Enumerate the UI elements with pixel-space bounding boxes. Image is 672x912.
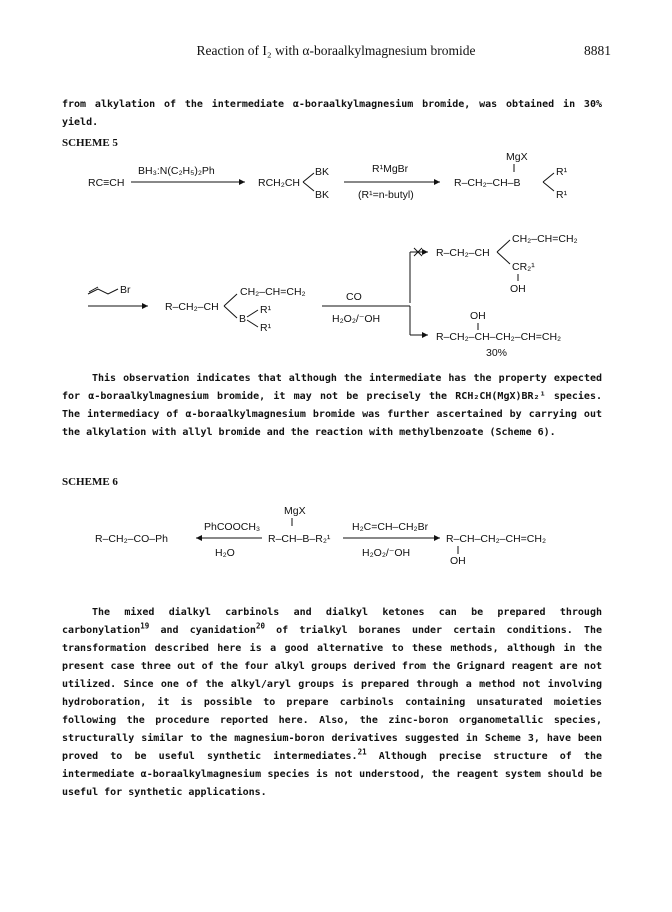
water-reagent: H₂O [215, 547, 235, 559]
yield-value: 30% [486, 347, 508, 359]
grignard-reagent: R¹MgBr [372, 163, 409, 175]
scheme-6-label: SCHEME 6 [62, 476, 118, 488]
discussion-part-3: of trialkyl boranes under certain conditions. The transformation described here is a good alternative to these methods, although in the present case three out of the four alkyl groups derived from the Grignard reagent are not utilized. Since one of the alkyl/aryl groups is prepared through a method not involving hydroboration, it is possible to prepare carbinols containing unsaturated moieties following the procedure reported here. Also, the zinc-boron organometallic species, structurally similar to the magnesium-boron derivatives suggested in Scheme 3, have been proved to be useful synthetic intermediates. [62, 625, 603, 762]
paragraph-observation: This observation indicates that although the intermediate has the property expected for α-boraalkylmagnesium bromide, it may not be precisely the RCH₂CH(MgX)BR₂¹ species. The intermediacy of α-boraalkylmagnesium bromide was further ascertained by carrying out the alkylation with allyl bromide and the reaction with methylbenzoate (Scheme 6). [62, 373, 602, 438]
r1-bottom: R¹ [556, 189, 568, 201]
allylated-r1-top: R¹ [260, 304, 272, 316]
allylated-chain: R–CH₂–CH [165, 301, 219, 313]
bk-bottom: BK [315, 189, 330, 201]
intro-text: from alkylation of the intermediate α-boraalkylmagnesium bromide, was obtained in 30% yield. [62, 99, 602, 128]
discussion-part-4: Although precise structure of the intermediate α-boraalkylmagnesium species is not understood, the reagent system should be useful for synthetic applications. [62, 751, 603, 798]
lower-product: R–CH₂–CH–CH₂–CH=CH₂ [436, 331, 562, 343]
allylated-boron: B [239, 313, 247, 325]
discussion-part-1: The mixed dialkyl carbinols and dialkyl ketones can be prepared through carbonylation [62, 607, 602, 636]
boraalkyl-chain: R–CH₂–CH–B [454, 177, 521, 189]
bk-top: BK [315, 166, 330, 178]
ketone-product: R–CH₂–CO–Ph [95, 533, 168, 545]
scheme-5-diagram [0, 150, 672, 365]
carbonylation-oxidation: H₂O₂/⁻OH [332, 313, 381, 325]
discussion-part-2: and cyanidation [149, 625, 256, 636]
cr2-group: CR₂¹ [512, 261, 535, 273]
scheme-5-label: SCHEME 5 [62, 137, 118, 149]
upper-allyl-group: CH₂–CH=CH₂ [512, 233, 578, 245]
oxidation-reagent: H₂O₂/⁻OH [362, 547, 411, 559]
carbonylation-co: CO [346, 291, 362, 303]
allyl-bromide-br: Br [120, 284, 131, 296]
center-mgx: MgX [284, 505, 306, 517]
allylated-r1-bottom: R¹ [260, 322, 272, 334]
allyl-bromide-reagent: H₂C=CH–CH₂Br [352, 521, 429, 533]
reference-21: 21 [357, 747, 367, 757]
r1-top: R¹ [556, 166, 568, 178]
hydroboration-reagent: BH₃:N(C₂H₅)₂Ph [138, 165, 215, 177]
scheme-6-diagram [0, 500, 672, 590]
intermediate-rch2ch: RCH₂CH [258, 177, 300, 189]
page-number: 8881 [584, 43, 611, 58]
reference-20: 20 [255, 621, 265, 631]
reference-19: 19 [140, 621, 150, 631]
upper-oh: OH [510, 283, 526, 295]
upper-product-chain: R–CH₂–CH [436, 247, 490, 259]
mgx-label: MgX [506, 151, 528, 163]
center-intermediate: R–CH–B–R₂¹ [268, 533, 331, 545]
grignard-note: (R¹=n-butyl) [358, 189, 414, 201]
lower-oh: OH [470, 310, 486, 322]
running-header-title: Reaction of I₂ with α-boraalkylmagnesium bromide [196, 43, 476, 58]
allylated-allyl-group: CH₂–CH=CH₂ [240, 286, 306, 298]
homoallyl-oh: OH [450, 555, 466, 567]
paragraph-discussion [62, 604, 602, 802]
methylbenzoate-reagent: PhCOOCH₃ [204, 521, 261, 533]
homoallyl-product: R–CH–CH₂–CH=CH₂ [446, 533, 547, 545]
alkyne-reactant: RC≡CH [88, 177, 125, 189]
